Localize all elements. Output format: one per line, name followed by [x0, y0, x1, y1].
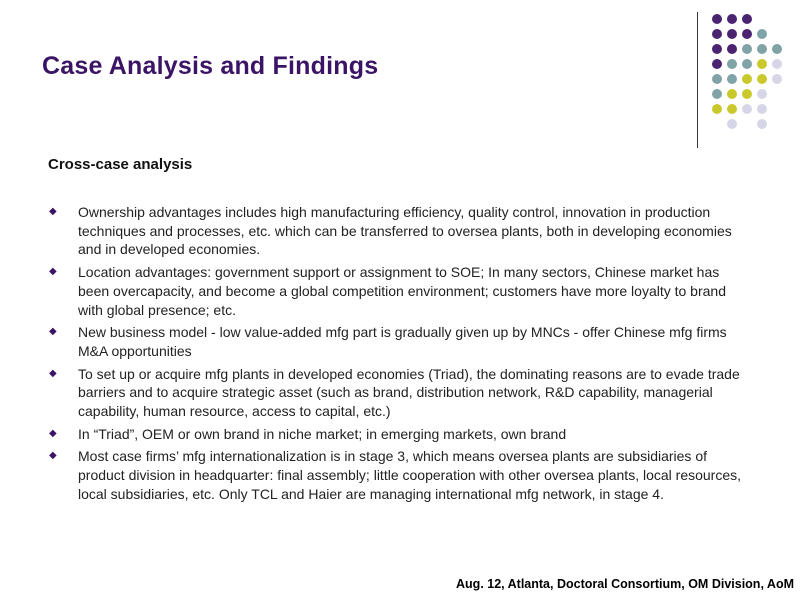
list-item: [48, 323, 748, 360]
list-item: [48, 447, 748, 503]
footer-text: Aug. 12, Atlanta, Doctoral Consortium, OM Division, AoM: [456, 577, 794, 591]
list-item: [48, 263, 748, 319]
diamond-bullet-icon: ◆: [49, 367, 57, 379]
decorative-dot: [757, 44, 767, 54]
bullet-text: New business model - low value-added mfg part is gradually given up by MNCs - offer Chinese mfg firms M&A opportunities: [78, 324, 727, 359]
decorative-dot: [742, 14, 752, 24]
decorative-dot: [757, 74, 767, 84]
decorative-dot: [712, 14, 722, 24]
diamond-bullet-icon: ◆: [49, 427, 57, 439]
decorative-dot: [742, 59, 752, 69]
divider-line: [697, 12, 698, 148]
diamond-bullet-icon: ◆: [49, 266, 57, 278]
decorative-dot: [727, 89, 737, 99]
decorative-dot: [727, 104, 737, 114]
decorative-dot: [742, 29, 752, 39]
decorative-dot: [727, 59, 737, 69]
decorative-dot: [712, 44, 722, 54]
decorative-dot: [742, 74, 752, 84]
decorative-dot: [757, 89, 767, 99]
decorative-dot: [727, 14, 737, 24]
decorative-dot: [772, 59, 782, 69]
bullet-text: Ownership advantages includes high manufacturing efficiency, quality control, innovation in production techniques and processes, etc. which can be transferred to oversea plants, both in developing economies and in developed economies.: [78, 204, 732, 258]
bullet-text: To set up or acquire mfg plants in developed economies (Triad), the dominating reasons are to evade trade barriers and to acquire strategic asset (such as brand, distribution network, R&D capability, managerial capability, human resource, access to capital, etc.): [78, 365, 740, 420]
decorative-dot: [712, 59, 722, 69]
decorative-dot: [727, 44, 737, 54]
diamond-bullet-icon: ◆: [49, 450, 57, 462]
decorative-dot: [712, 104, 722, 114]
decorative-dot: [757, 104, 767, 114]
bullet-text: Most case firms’ mfg internationalization is in stage 3, which means oversea plants are subsidiaries of product division in headquarter: final assembly; little cooperation with other oversea plants, local resources, local subsidiaries, etc. Only TCL and Haier are managing international mfg network, in stage 4.: [78, 448, 742, 502]
decorative-dot: [727, 119, 737, 129]
decorative-dot: [772, 74, 782, 84]
diamond-bullet-icon: ◆: [49, 326, 57, 338]
list-item: [48, 425, 748, 444]
decorative-dot: [742, 89, 752, 99]
bullet-text: Location advantages: government support or assignment to SOE; In many sectors, Chinese market has been overcapacity, and become a global competition environment; customers have more loyalty to brand with global presence; etc.: [78, 264, 726, 318]
decorative-dot: [742, 44, 752, 54]
decorative-dot: [727, 29, 737, 39]
bullet-text: In “Triad”, OEM or own brand in niche market; in emerging markets, own brand: [78, 425, 567, 442]
slide-title: Case Analysis and Findings: [42, 52, 379, 80]
decorative-dot: [727, 74, 737, 84]
decorative-dot: [712, 29, 722, 39]
diamond-bullet-icon: ◆: [49, 206, 57, 217]
decorative-dot: [757, 59, 767, 69]
bullet-list: [48, 203, 748, 508]
section-subtitle: Cross-case analysis: [48, 156, 193, 173]
decorative-dot: [712, 89, 722, 99]
decorative-dot: [742, 104, 752, 114]
decorative-dot: [712, 74, 722, 84]
decorative-dot: [772, 44, 782, 54]
decorative-dot: [757, 29, 767, 39]
list-item: [48, 203, 748, 259]
decorative-dot: [757, 119, 767, 129]
list-item: [48, 365, 748, 421]
